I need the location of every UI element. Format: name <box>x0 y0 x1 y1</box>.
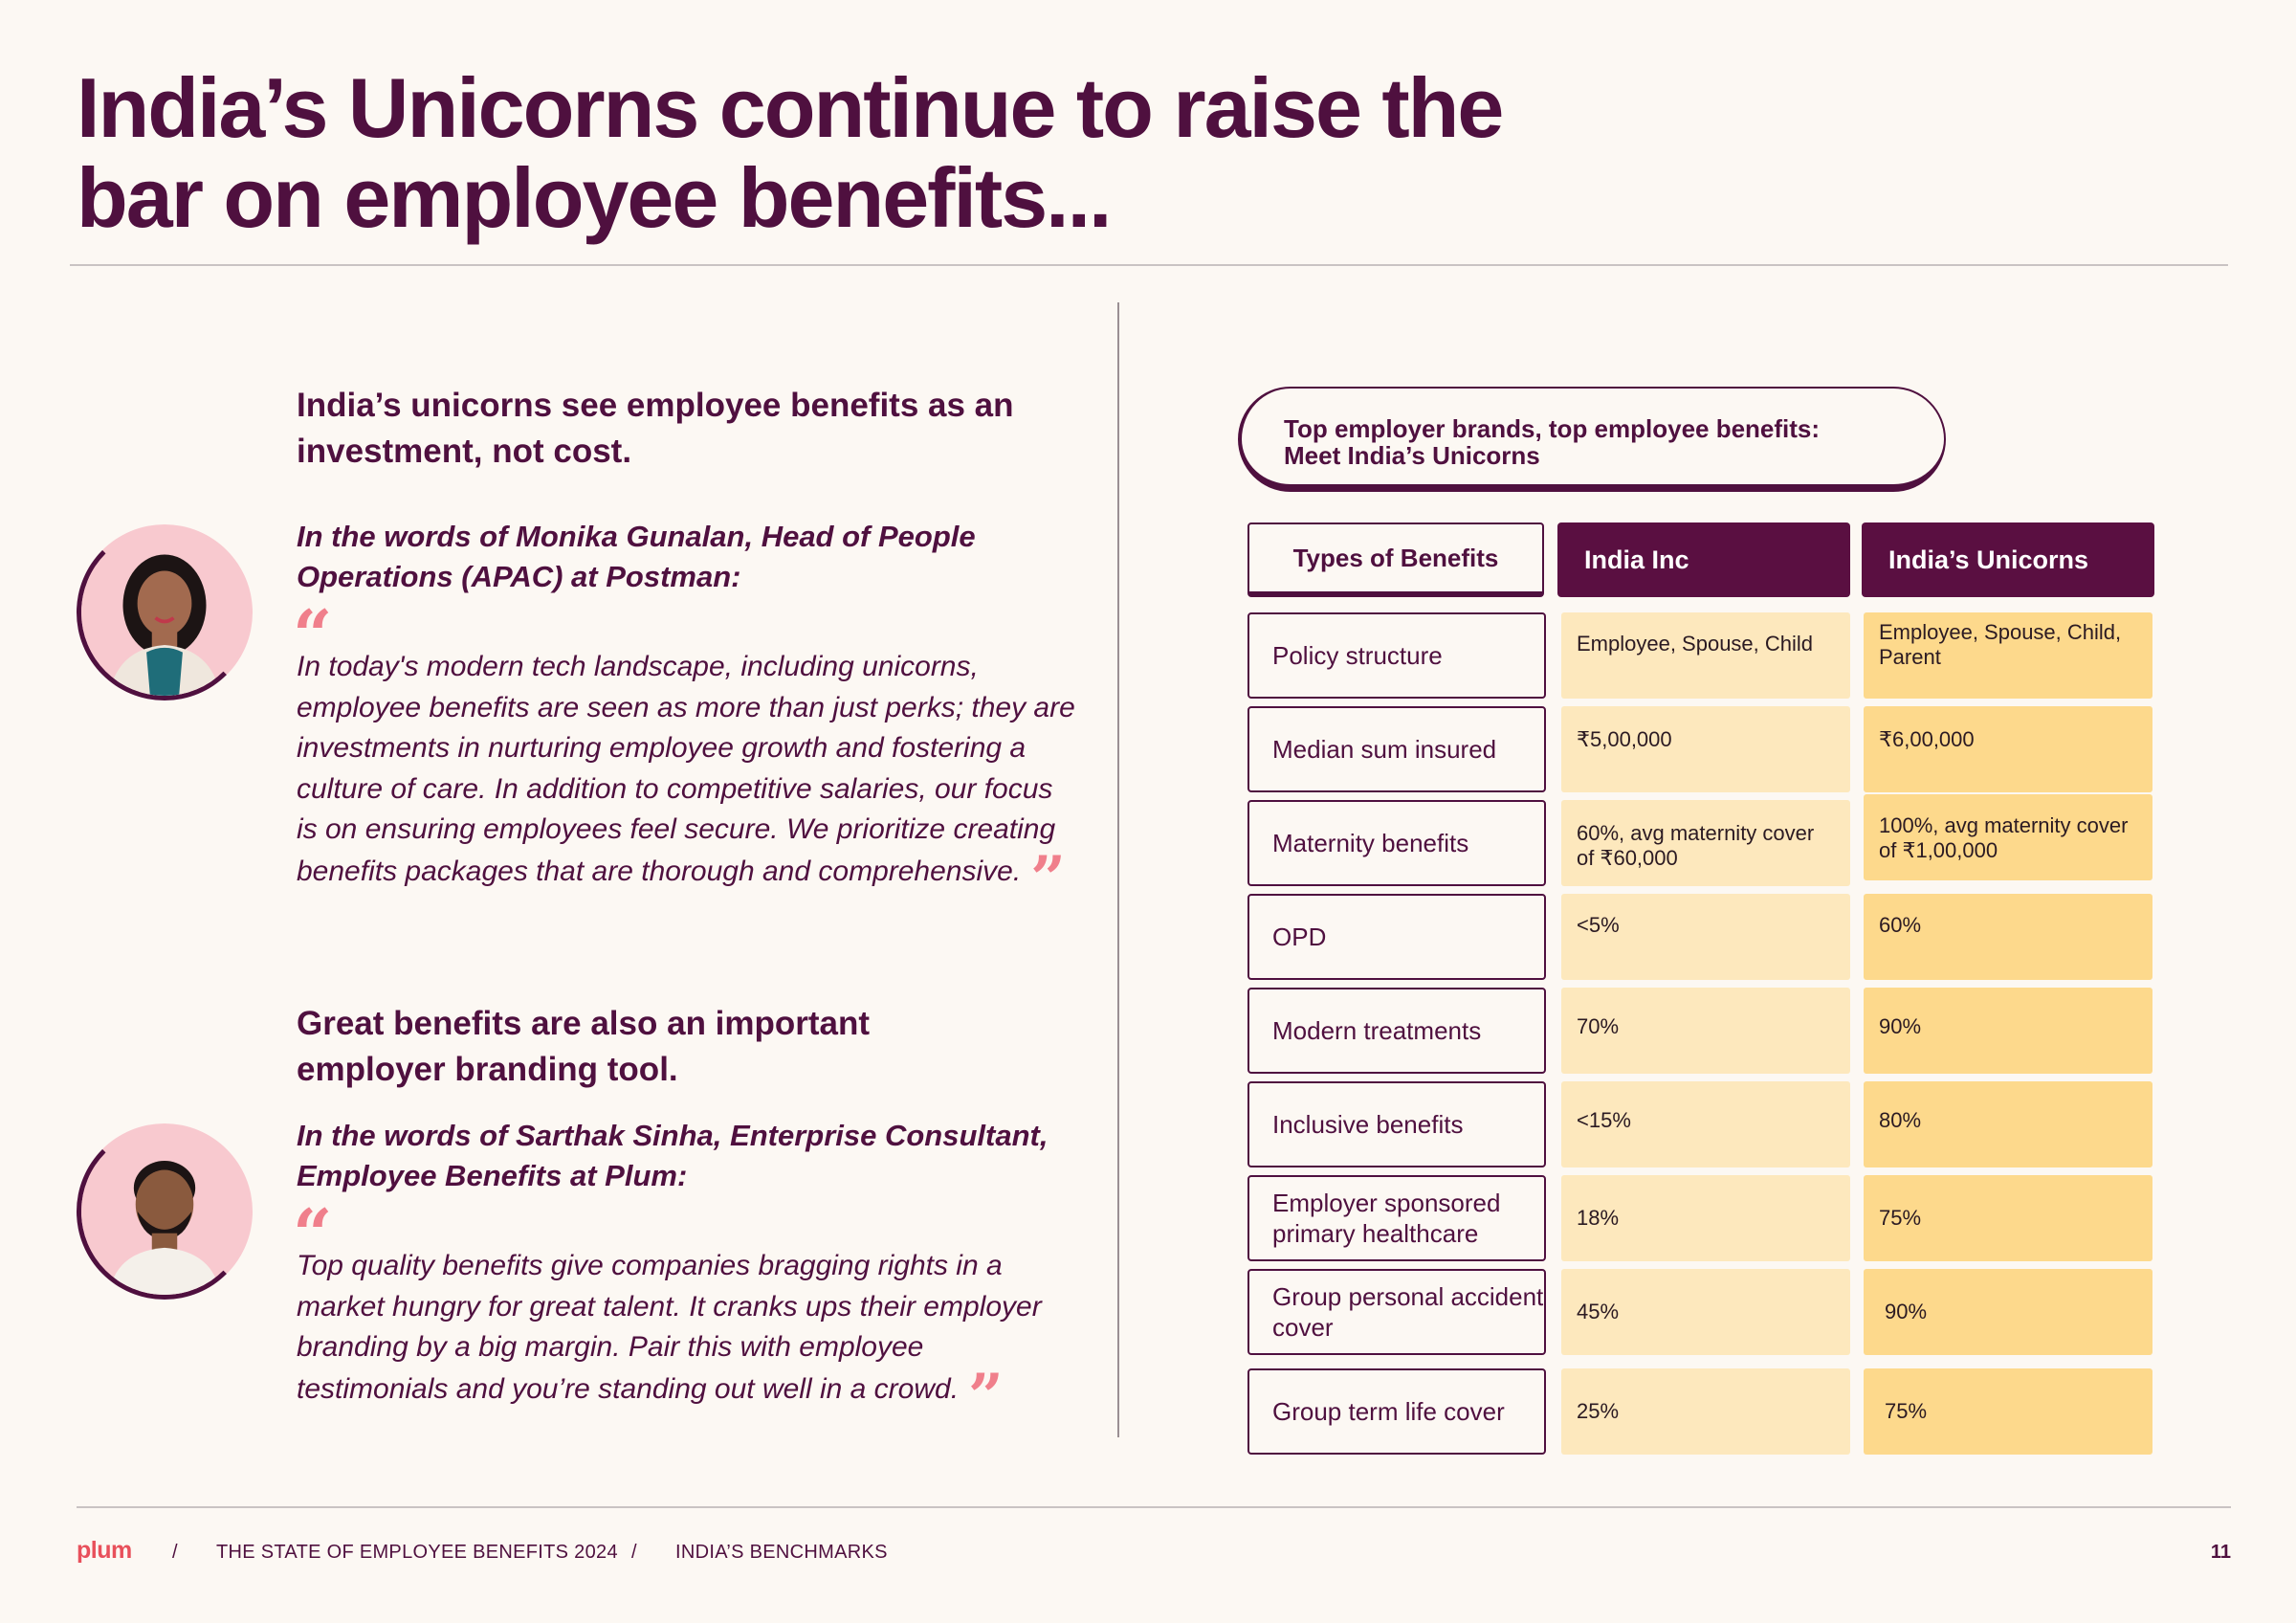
plum-logo: plum <box>77 1537 132 1564</box>
footer-separator: / <box>172 1542 178 1563</box>
header-india-inc: India Inc <box>1557 522 1850 597</box>
avatar-sarthak <box>77 1123 253 1300</box>
cell-unicorns: 80% <box>1864 1081 2152 1167</box>
row-label-modern-treatments: Modern treatments <box>1247 988 1546 1074</box>
page-title-line-1: India’s Unicorns continue to raise the <box>77 60 1503 155</box>
cell-india-inc: <15% <box>1561 1081 1850 1167</box>
cell-india-inc: 25% <box>1561 1368 1850 1455</box>
footer <box>77 1539 2231 1567</box>
header-types-of-benefits: Types of Benefits <box>1247 522 1544 597</box>
close-quote-icon: ” <box>968 1360 1004 1433</box>
column-divider <box>1117 302 1119 1437</box>
pill-line-1: Top employer brands, top employee benefits: <box>1284 414 1821 443</box>
cell-india-inc: 70% <box>1561 988 1850 1074</box>
cell-unicorns: 60% <box>1864 894 2152 980</box>
cell-unicorns: Employee, Spouse, Child, Parent <box>1864 612 2152 699</box>
close-quote-icon: ” <box>1030 842 1066 915</box>
open-quote-icon: “ <box>293 594 333 676</box>
cell-india-inc: 60%, avg maternity cover of ₹60,000 <box>1561 800 1850 886</box>
row-label-opd: OPD <box>1247 894 1546 980</box>
cell-india-inc: Employee, Spouse, Child <box>1561 612 1850 699</box>
pill-line-2: Meet India’s Unicorns <box>1284 441 1540 470</box>
footer-section-title: INDIA’S BENCHMARKS <box>675 1542 888 1563</box>
open-quote-icon: “ <box>293 1193 333 1275</box>
row-label-maternity-benefits: Maternity benefits <box>1247 800 1546 886</box>
cell-unicorns: ₹6,00,000 <box>1864 706 2152 792</box>
section1-lead: India’s unicorns see employee benefits as an investment, not cost. <box>297 387 1014 470</box>
avatar-monika <box>77 524 253 700</box>
header-indias-unicorns: India’s Unicorns <box>1862 522 2154 597</box>
footer-report-title: THE STATE OF EMPLOYEE BENEFITS 2024 <box>216 1542 618 1563</box>
section1-quote-block <box>297 647 1081 915</box>
page-number: 11 <box>2210 1542 2231 1563</box>
row-label-inclusive-benefits: Inclusive benefits <box>1247 1081 1546 1167</box>
cell-india-inc: ₹5,00,000 <box>1561 706 1850 792</box>
row-label-median-sum-insured: Median sum insured <box>1247 706 1546 792</box>
section1-attribution: In the words of Monika Gunalan, Head of People Operations (APAC) at Postman: <box>297 520 976 593</box>
row-label-group-term-life-cover: Group term life cover <box>1247 1368 1546 1455</box>
footer-separator: / <box>631 1542 637 1563</box>
section2-lead: Great benefits are also an important employer branding tool. <box>297 1005 871 1088</box>
portrait-woman-icon <box>81 529 248 696</box>
row-label-employer-sponsored-primary-healthcare: Employer sponsored primary healthcare <box>1247 1175 1546 1261</box>
table-caption-pill <box>1238 387 1946 492</box>
section1-quote: In today's modern tech landscape, including unicorns, employee benefits are seen as more than just perks; they are investments in nurturing employee growth and fostering a culture of care. In addition to competitive salaries, our focus is on ensuring employees feel secure. We prioritize creating benefits packages that are thorough and comprehensive. <box>297 651 1075 887</box>
cell-unicorns: 75% <box>1864 1368 2152 1455</box>
portrait-man-icon <box>81 1128 248 1295</box>
cell-india-inc: <5% <box>1561 894 1850 980</box>
top-divider <box>70 264 2228 266</box>
bottom-divider <box>77 1506 2231 1508</box>
cell-unicorns: 90% <box>1864 988 2152 1074</box>
cell-unicorns: 100%, avg maternity cover of ₹1,00,000 <box>1864 794 2152 880</box>
row-label-policy-structure: Policy structure <box>1247 612 1546 699</box>
section2-attribution: In the words of Sarthak Sinha, Enterprise Consultant, Employee Benefits at Plum: <box>297 1119 1049 1192</box>
cell-india-inc: 18% <box>1561 1175 1850 1261</box>
section2-quote-block <box>297 1246 1081 1433</box>
page-title <box>77 60 1512 245</box>
section2-quote: Top quality benefits give companies bragging rights in a market hungry for great talent. It cranks ups their employer branding by a big margin. Pair this with employee testimonials and you’re standing out well in a crowd. <box>297 1250 1042 1405</box>
cell-unicorns: 75% <box>1864 1175 2152 1261</box>
cell-india-inc: 45% <box>1561 1269 1850 1355</box>
row-label-group-personal-accident-cover: Group personal accident cover <box>1247 1269 1546 1355</box>
page-title-line-2: bar on employee benefits... <box>77 150 1111 245</box>
cell-unicorns: 90% <box>1864 1269 2152 1355</box>
